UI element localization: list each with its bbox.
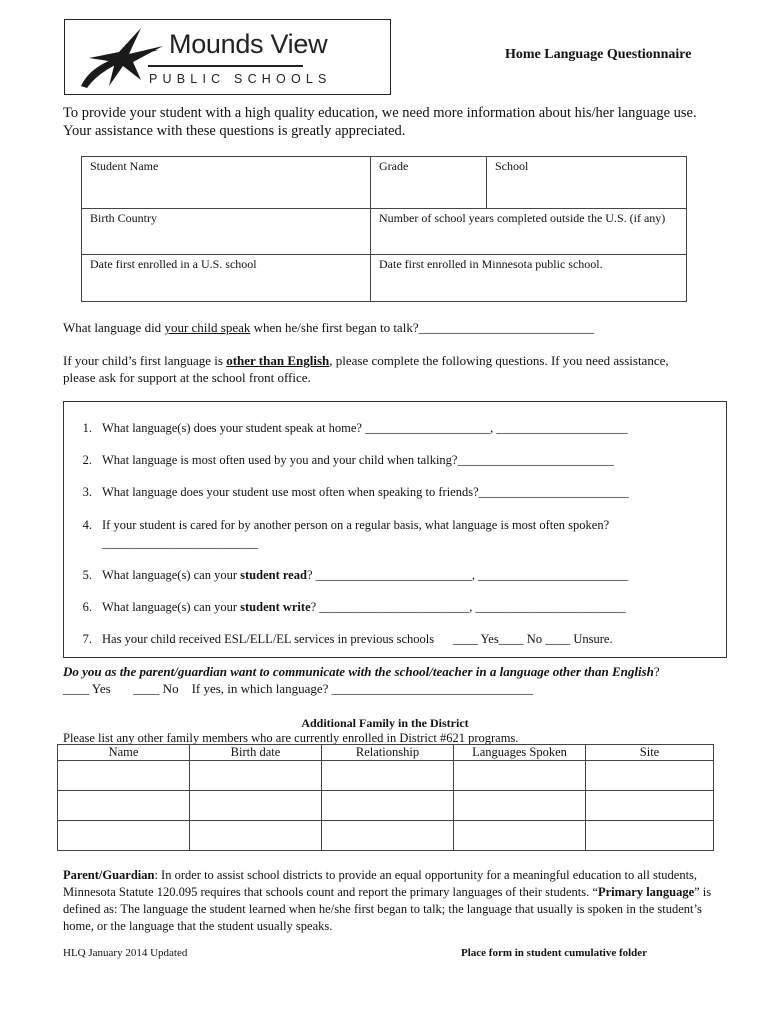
question-text: What language(s) can your [102, 568, 241, 582]
school-field[interactable] [487, 157, 687, 209]
question-text: What language(s) can your [102, 600, 241, 614]
first-language-underlined: your child speak [164, 320, 251, 335]
date-mn-school-field[interactable] [371, 255, 687, 302]
grade-label: Grade [379, 159, 409, 173]
table-cell[interactable] [586, 761, 714, 791]
additional-family-title: Additional Family in the District [301, 716, 469, 730]
grade-field[interactable] [371, 157, 487, 209]
table-cell[interactable] [190, 761, 322, 791]
student-name-field[interactable] [82, 157, 371, 209]
question-text: What language does your student use most often when speaking to friends? [102, 485, 479, 499]
years-outside-us-field[interactable] [371, 209, 687, 255]
column-header: Relationship [322, 745, 454, 761]
other-than-english-note [63, 353, 703, 386]
district-logo [64, 19, 391, 95]
first-language-question[interactable] [63, 320, 594, 336]
question-4[interactable] [72, 518, 712, 554]
parent-question-mark: ? [653, 664, 660, 679]
logo-subtitle: PUBLIC SCHOOLS [149, 72, 332, 86]
question-number: 7. [82, 632, 92, 646]
statute-text-1: : In order to assist school districts to provide an equal opportunity for a meaningful education to all students, Minnesota Statute 120.095 requires that schools count and report the primary languages of their students. “ [63, 868, 698, 899]
answer-line: _________________________ [457, 453, 614, 467]
school-label: School [495, 159, 529, 173]
parent-question-text: Do you as the parent/guardian want to communicate with the school/teacher in a language other than English [63, 664, 654, 679]
filing-instruction: Place form in student cumulative folder [461, 947, 648, 959]
table-cell[interactable] [454, 761, 586, 791]
table-row [58, 791, 714, 821]
answer-line: ________________________ [478, 485, 629, 499]
table-cell[interactable] [586, 821, 714, 851]
question-number: 3. [82, 485, 92, 499]
table-row [58, 761, 714, 791]
family-table [57, 744, 714, 851]
statute-term: Primary language [597, 885, 695, 899]
question-text: What language(s) does your student speak at home? [102, 421, 366, 435]
note-emphasis: other than English [226, 353, 330, 368]
question-number: 5. [82, 568, 92, 582]
parent-language-answer[interactable]: ____ Yes ____ No If yes, in which language? _______________________________ [63, 681, 534, 696]
question-text: If your student is cared for by another person on a regular basis, what language is most often spoken? [102, 518, 610, 532]
table-cell[interactable] [322, 821, 454, 851]
question-text: What language is most often used by you and your child when talking? [102, 453, 458, 467]
table-cell[interactable] [58, 791, 190, 821]
family-table-header [58, 745, 714, 761]
student-name-label: Student Name [90, 159, 159, 173]
statute-text-2: ” is defined as: The language the student learned when he/she first began to talk; the language that usually is spoken in the student’s home, or the language that the student usually speaks. [63, 885, 712, 933]
statute-paragraph [63, 867, 713, 935]
date-us-school-field[interactable] [82, 255, 371, 302]
table-cell[interactable] [58, 761, 190, 791]
questions-box [63, 401, 727, 658]
question-number: 2. [82, 453, 92, 467]
table-cell[interactable] [454, 821, 586, 851]
answer-line: ____________________, _____________________ [365, 421, 628, 435]
logo-name: Mounds View [169, 29, 328, 59]
question-number: 6. [82, 600, 92, 614]
column-header: Name [58, 745, 190, 761]
answer-line: ? _________________________, ________________________ [306, 568, 629, 582]
page-title: Home Language Questionnaire [505, 47, 692, 62]
birth-country-field[interactable] [82, 209, 371, 255]
student-info-table [81, 156, 687, 302]
column-header: Birth date [190, 745, 322, 761]
statute-label: Parent/Guardian [63, 868, 155, 882]
form-version: HLQ January 2014 Updated [63, 947, 188, 959]
column-header: Languages Spoken [454, 745, 586, 761]
question-text: Has your child received ESL/ELL/EL services in previous schools ____ Yes____ No ____ Unsure. [102, 632, 613, 646]
table-cell[interactable] [58, 821, 190, 851]
answer-line: _________________________ [102, 536, 259, 550]
additional-family-instructions: Please list any other family members who are currently enrolled in District #621 programs. [63, 731, 519, 745]
column-header: Site [586, 745, 714, 761]
question-number: 1. [82, 421, 92, 435]
logo-divider [148, 65, 303, 67]
first-language-pre: What language did [63, 320, 165, 335]
first-language-post: when he/she first began to talk?___________________________ [250, 320, 595, 335]
birth-country-label: Birth Country [90, 211, 158, 225]
table-cell[interactable] [190, 821, 322, 851]
answer-line: ? ________________________, ________________________ [310, 600, 626, 614]
question-emphasis: student read [240, 568, 307, 582]
table-cell[interactable] [322, 761, 454, 791]
years-outside-us-label: Number of school years completed outside the U.S. (if any) [379, 211, 666, 225]
parent-language-question [63, 664, 660, 680]
question-number: 4. [82, 518, 92, 532]
table-cell[interactable] [190, 791, 322, 821]
intro-text: To provide your student with a high quality education, we need more information about his/her language use. Your assistance with these questions is greatly appreciated. [63, 105, 697, 139]
question-emphasis: student write [240, 600, 311, 614]
date-us-school-label: Date first enrolled in a U.S. school [90, 257, 257, 271]
note-pre: If your child’s first language is [63, 353, 227, 368]
table-cell[interactable] [454, 791, 586, 821]
date-mn-school-label: Date first enrolled in Minnesota public school. [379, 257, 603, 271]
table-row [58, 821, 714, 851]
table-cell[interactable] [322, 791, 454, 821]
table-cell[interactable] [586, 791, 714, 821]
note-post: , please complete the following questions. If you need assistance, please ask for support at the school front office. [63, 353, 669, 385]
